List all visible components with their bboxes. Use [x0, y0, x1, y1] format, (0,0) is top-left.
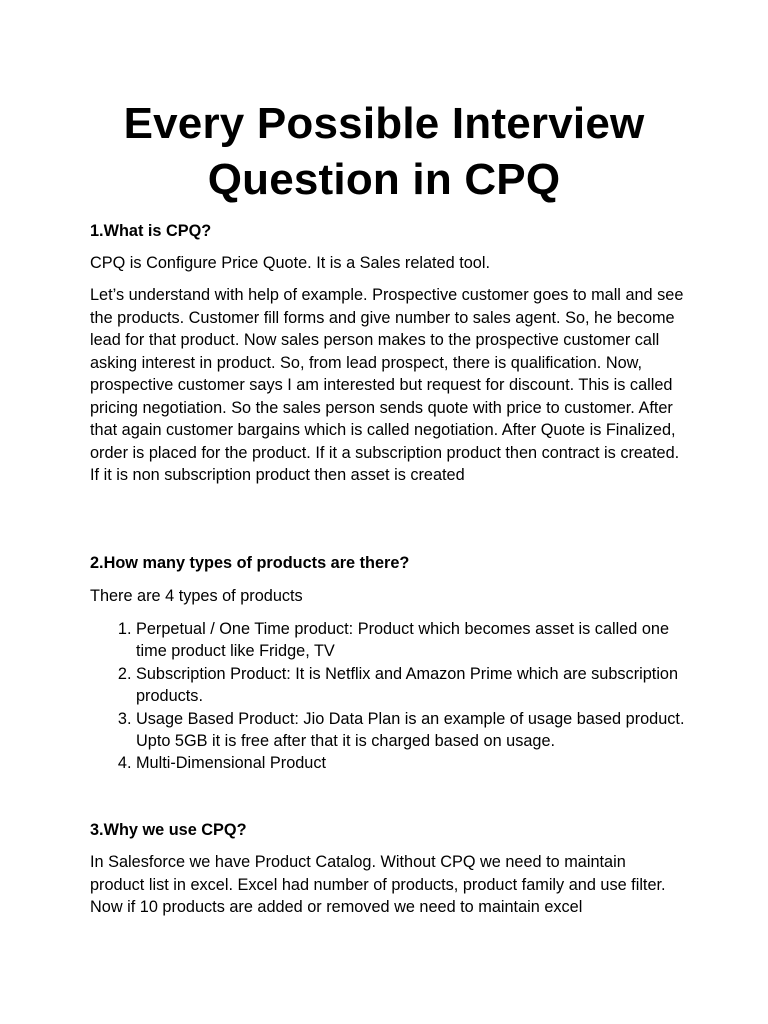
list-item: 2. Subscription Product: It is Netflix and Amazon Prime which are subscription products.: [136, 663, 690, 708]
list-item: 4. Multi-Dimensional Product: [136, 752, 690, 774]
section-2-intro: There are 4 types of products: [90, 587, 303, 605]
section-2-heading: 2.How many types of products are there?: [90, 554, 410, 572]
list-item: 1. Perpetual / One Time product: Product which becomes asset is called one time product like Fridge, TV: [136, 618, 690, 663]
section-3-heading: 3.Why we use CPQ?: [90, 821, 247, 839]
title-line-1: Every Possible Interview: [123, 99, 645, 148]
section-3-paragraph-1: In Salesforce we have Product Catalog. Without CPQ we need to maintain product list in excel. Excel had number of products, product family and use filter. Now if 10 products are added or removed we need to maintain excel: [90, 853, 666, 916]
product-types-list: [90, 618, 690, 775]
section-1-paragraph-2: Let’s understand with help of example. Prospective customer goes to mall and see the products. Customer fill forms and give number to sales agent. So, he become lead for that product. Now sales person makes to the prospective customer call asking interest in product. So, from lead prospect, there is qualification. Now, prospective customer says I am interested but request for discount. This is called pricing negotiation. So the sales person sends quote with price to customer. After that again customer bargains which is called negotiation. After Quote is Finalized, order is placed for the product. If it a subscription product then contract is created. If it is non subscription product then asset is created: [90, 286, 684, 484]
document-title: [40, 96, 728, 208]
section-1-heading: 1.What is CPQ?: [90, 222, 212, 240]
title-line-2: Question in CPQ: [207, 155, 561, 204]
list-item: 3. Usage Based Product: Jio Data Plan is an example of usage based product. Upto 5GB it is free after that it is charged based on usage.: [136, 708, 690, 753]
section-1-paragraph-1: CPQ is Configure Price Quote. It is a Sales related tool.: [90, 254, 490, 272]
